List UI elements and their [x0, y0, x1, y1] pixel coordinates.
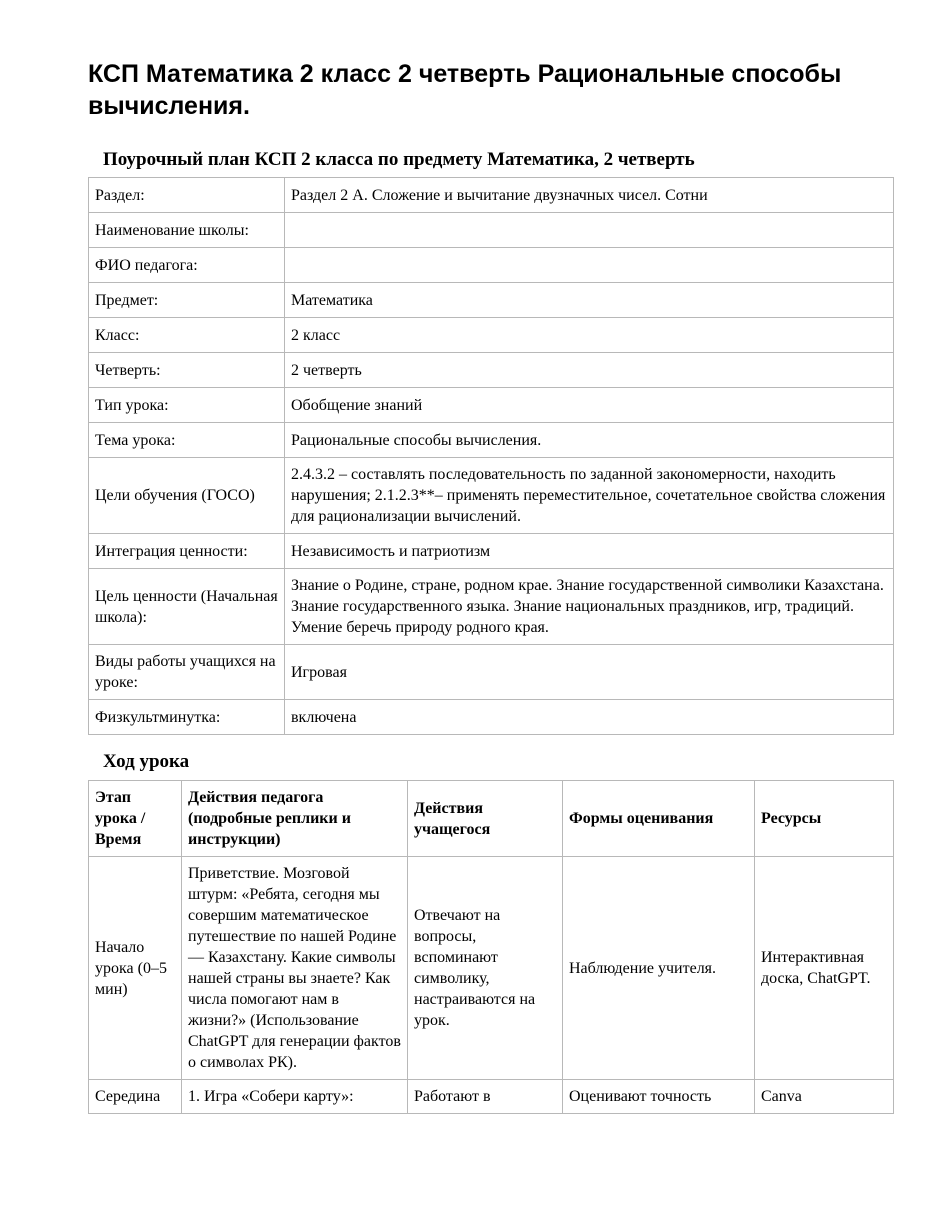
info-label: Интеграция ценности:	[89, 534, 285, 569]
info-label: Предмет:	[89, 283, 285, 318]
lesson-progress-table	[88, 780, 894, 1114]
info-label: Цели обучения (ГОСО)	[89, 458, 285, 534]
info-value: Рациональные способы вычисления.	[285, 423, 894, 458]
progress-column-header: Формы оценивания	[563, 781, 755, 857]
info-value	[285, 213, 894, 248]
progress-row	[89, 857, 894, 1080]
progress-header-row	[89, 781, 894, 857]
plan-heading: Поурочный план КСП 2 класса по предмету Математика, 2 четверть	[103, 149, 695, 170]
info-value: 2.4.3.2 – составлять последовательность по заданной закономерности, находить нарушения; 2.1.2.3**– применять переместительное, сочетательное свойства сложения для рационализации вычислений.	[285, 458, 894, 534]
info-label: Цель ценности (Начальная школа):	[89, 569, 285, 645]
info-label: Четверть:	[89, 353, 285, 388]
progress-body	[89, 857, 894, 1114]
info-row	[89, 534, 894, 569]
info-value: 2 класс	[285, 318, 894, 353]
info-value: Независимость и патриотизм	[285, 534, 894, 569]
info-value: Игровая	[285, 645, 894, 700]
progress-cell: Начало урока (0–5 мин)	[89, 857, 182, 1080]
progress-column-header: Ресурсы	[755, 781, 894, 857]
progress-cell: Отвечают на вопросы, вспоминают символику, настраиваются на урок.	[408, 857, 563, 1080]
info-row	[89, 388, 894, 423]
document-title: КСП Математика 2 класс 2 четверть Рациональные способы вычисления.	[88, 60, 842, 120]
info-row	[89, 569, 894, 645]
info-label: Физкультминутка:	[89, 700, 285, 735]
info-value: Раздел 2 А. Сложение и вычитание двузначных чисел. Сотни	[285, 178, 894, 213]
progress-column-header: Этап урока / Время	[89, 781, 182, 857]
info-row	[89, 248, 894, 283]
lesson-info-body	[89, 178, 894, 735]
info-value: Обобщение знаний	[285, 388, 894, 423]
info-label: Класс:	[89, 318, 285, 353]
info-label: Тип урока:	[89, 388, 285, 423]
info-label: Тема урока:	[89, 423, 285, 458]
info-row	[89, 178, 894, 213]
info-row	[89, 318, 894, 353]
progress-cell: Наблюдение учителя.	[563, 857, 755, 1080]
info-label: Раздел:	[89, 178, 285, 213]
progress-cell: Середина	[89, 1080, 182, 1114]
info-value: включена	[285, 700, 894, 735]
progress-cell: Работают в	[408, 1080, 563, 1114]
info-label: Наименование школы:	[89, 213, 285, 248]
info-row	[89, 700, 894, 735]
progress-cell: Интерактивная доска, ChatGPT.	[755, 857, 894, 1080]
info-value	[285, 248, 894, 283]
info-value: Математика	[285, 283, 894, 318]
progress-column-header: Действия педагога (подробные реплики и инструкции)	[182, 781, 408, 857]
info-row	[89, 283, 894, 318]
progress-column-header: Действия учащегося	[408, 781, 563, 857]
progress-cell: 1. Игра «Собери карту»:	[182, 1080, 408, 1114]
progress-row	[89, 1080, 894, 1114]
lesson-info-table	[88, 177, 894, 735]
info-label: ФИО педагога:	[89, 248, 285, 283]
info-row	[89, 423, 894, 458]
info-label: Виды работы учащихся на уроке:	[89, 645, 285, 700]
progress-cell: Canva	[755, 1080, 894, 1114]
info-value: 2 четверть	[285, 353, 894, 388]
document-page	[88, 0, 893, 1114]
progress-cell: Оценивают точность	[563, 1080, 755, 1114]
info-row	[89, 353, 894, 388]
info-row	[89, 645, 894, 700]
info-row	[89, 458, 894, 534]
info-row	[89, 213, 894, 248]
info-value: Знание о Родине, стране, родном крае. Знание государственной символики Казахстана. Знание государственного языка. Знание национальных праздников, игр, традиций. Умение беречь природу родного края.	[285, 569, 894, 645]
progress-cell: Приветствие. Мозговой штурм: «Ребята, сегодня мы совершим математическое путешествие по нашей Родине — Казахстану. Какие символы нашей страны вы знаете? Как числа помогают нам в жизни?» (Использование ChatGPT для генерации фактов о символах РК).	[182, 857, 408, 1080]
progress-heading: Ход урока	[103, 751, 190, 772]
